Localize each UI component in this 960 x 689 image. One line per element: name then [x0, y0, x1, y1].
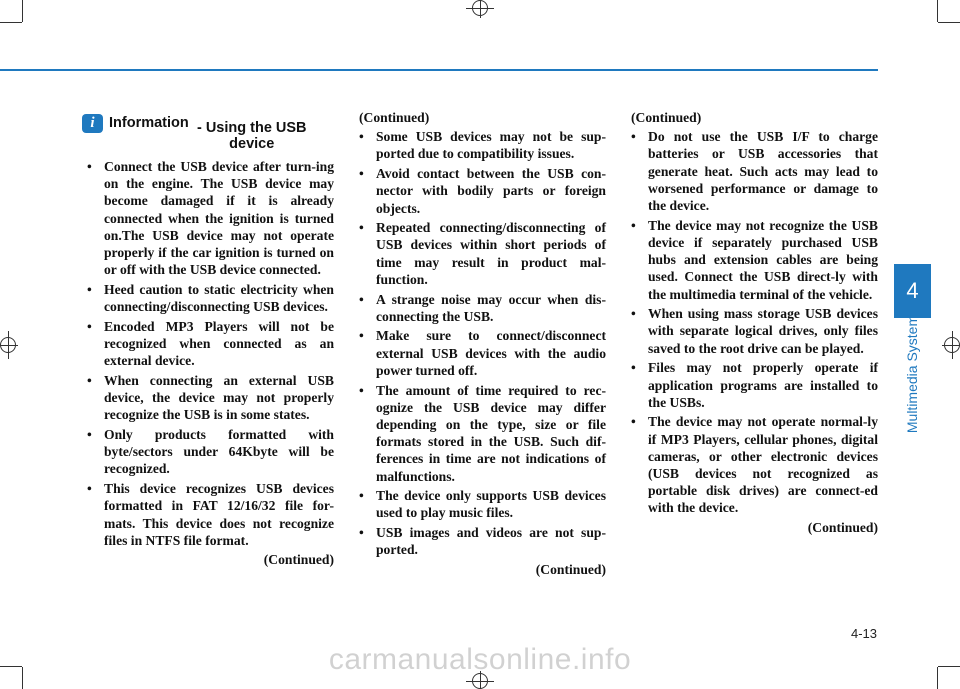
bullet-item: • Heed caution to static electricity when connecting/disconnecting USB devices. — [82, 281, 334, 315]
information-title: Information — [109, 115, 189, 131]
bullet-item: • Files may not properly operate if application programs are installed to the USBs. — [626, 359, 878, 411]
information-subtitle: - Using the USB device — [196, 120, 307, 152]
bullet-item: • Connect the USB device after turn-ing on the engine. The USB device may become damaged if it is already connected when the ignition is turned on.The USB device may not operate properly if the car ignition is turned on or off with the USB device connected. — [82, 158, 334, 278]
chapter-number: 4 — [906, 278, 919, 303]
bullet-item: • The amount of time required to rec-ognize the USB device may differ depending on the type, size or file formats stored in the USB. Such dif-ferences in time are not indications of malfunctions. — [354, 382, 606, 485]
continued-footer: (Continued) — [807, 520, 878, 536]
bullet-item: • A strange noise may occur when dis-connecting the USB. — [354, 291, 606, 325]
registration-line-left-h — [0, 345, 18, 346]
registration-line-right-h — [942, 345, 960, 346]
registration-line-top-h — [466, 8, 494, 9]
crop-mark-top-left-h — [0, 22, 22, 23]
continued-header: (Continued) — [359, 110, 430, 125]
registration-line-left-v — [8, 331, 9, 359]
bullet-item: • USB images and videos are not sup-ported. — [354, 524, 606, 558]
bullet-item: • Make sure to connect/disconnect external USB devices with the audio power turned off. — [354, 327, 606, 379]
bullet-item: • The device may not recognize the USB device if separately purchased USB hubs and extension cables are being used. Connect the USB direct-ly with the multimedia terminal of the vehicle. — [626, 217, 878, 303]
column-3 — [626, 109, 878, 536]
bullet-list — [82, 158, 334, 549]
bullet-list — [626, 128, 878, 516]
page-number: 4-13 — [850, 626, 877, 641]
crop-mark-top-right-h — [938, 22, 960, 23]
header-rule — [0, 69, 878, 71]
bullet-item: • Some USB devices may not be sup-ported due to compatibility issues. — [354, 128, 606, 162]
bullet-item: • The device may not operate normal-ly if MP3 Players, cellular phones, digital cameras, or other electronic devices (USB devices not recognized as portable disk drives) are connect-ed with the device. — [626, 413, 878, 516]
chapter-title: Multimedia System — [904, 314, 920, 434]
continued-header: (Continued) — [631, 110, 702, 125]
registration-line-right-v — [952, 331, 953, 359]
continued-footer: (Continued) — [263, 552, 334, 568]
column-2 — [354, 109, 606, 578]
bullet-item: • Encoded MP3 Players will not be recognized when connected as an external device. — [82, 318, 334, 370]
bullet-item: • When connecting an external USB device, the device may not properly recognize the USB is in some states. — [82, 372, 334, 424]
bullet-list — [354, 128, 606, 558]
chapter-tab — [894, 264, 931, 318]
watermark[interactable]: carmanualsonline.info — [328, 643, 632, 676]
bullet-item: • When using mass storage USB devices with separate logical drives, only files saved to the root drive can be played. — [626, 305, 878, 357]
registration-line-bottom-h — [466, 681, 494, 682]
crop-mark-top-right-v — [937, 0, 938, 22]
bullet-item: • This device recognizes USB devices formatted in FAT 12/16/32 file for-mats. This device does not recognize files in NTFS file format. — [82, 480, 334, 549]
bullet-item: • The device only supports USB devices used to play music files. — [354, 487, 606, 521]
crop-mark-top-left-v — [22, 0, 23, 22]
registration-line-top-v — [480, 0, 481, 18]
info-icon: i — [82, 114, 103, 133]
bullet-item: • Only products formatted with byte/sectors under 64Kbyte will be recognized. — [82, 426, 334, 478]
bullet-item: • Avoid contact between the USB con-nector with bodily parts or foreign objects. — [354, 165, 606, 217]
bullet-item: • Repeated connecting/disconnecting of USB devices within short periods of time may result in product mal-function. — [354, 219, 606, 288]
information-header — [82, 114, 334, 152]
column-1 — [82, 114, 334, 569]
continued-footer: (Continued) — [535, 562, 606, 578]
bullet-item: • Do not use the USB I/F to charge batteries or USB accessories that generate heat. Such acts may lead to worsened performance or damage to the device. — [626, 128, 878, 214]
